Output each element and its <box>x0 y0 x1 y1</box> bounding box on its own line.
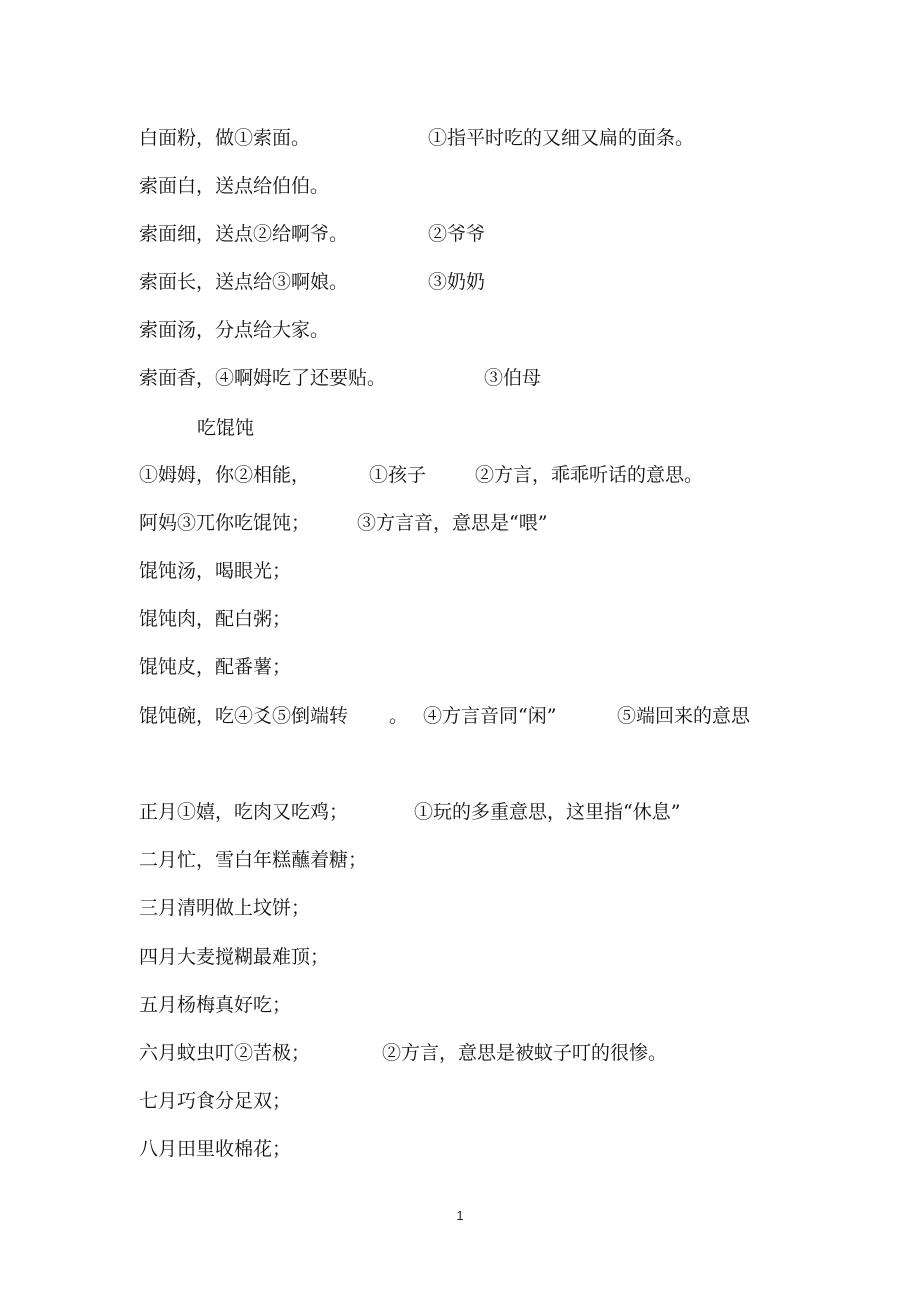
line-text: 四月大麦搅糊最难顶； <box>139 946 330 968</box>
annotation: ①指平时吃的又细又扁的面条。 <box>428 127 695 149</box>
line-text: 二月忙，雪白年糕蘸着糖； <box>139 849 368 871</box>
annotation: ①孩子 <box>369 464 427 486</box>
section-title-text: 吃馄饨 <box>197 417 255 439</box>
page-number: 1 <box>456 1208 464 1223</box>
annotation: ②爷爷 <box>428 223 486 245</box>
annotation: 。 <box>389 705 409 727</box>
line-text: 七月巧食分足双； <box>139 1090 292 1112</box>
line-text: 阿妈③兀你吃馄饨； <box>139 512 311 534</box>
line-text: 索面汤，分点给大家。 <box>139 319 330 341</box>
line-text: ①姆姆，你②相能， <box>139 464 311 486</box>
line-text: 索面白，送点给伯伯。 <box>139 175 330 197</box>
line-text: 馄饨汤，喝眼光； <box>139 560 292 582</box>
line-text: 五月杨梅真好吃； <box>139 994 292 1016</box>
annotation: ⑤端回来的意思 <box>617 705 751 727</box>
line-text: 正月①嬉，吃肉又吃鸡； <box>139 801 349 823</box>
line-text: 索面细，送点②给啊爷。 <box>139 223 349 245</box>
annotation: ②方言，意思是被蚊子叮的很惨。 <box>382 1042 668 1064</box>
annotation: ②方言，乖乖听话的意思。 <box>475 464 704 486</box>
annotation: ④方言音同“闲” <box>423 705 557 727</box>
line-text: 三月清明做上坟饼； <box>139 897 311 919</box>
annotation: ③方言音，意思是“喂” <box>357 512 548 534</box>
annotation: ③奶奶 <box>428 271 486 293</box>
line-text: 索面香，④啊姆吃了还要贴。 <box>139 367 387 389</box>
annotation: ③伯母 <box>484 367 542 389</box>
annotation: ①玩的多重意思，这里指“休息” <box>414 801 681 823</box>
line-text: 馄饨皮，配番薯； <box>139 656 292 678</box>
line-text: 六月蚊虫叮②苦极； <box>139 1042 311 1064</box>
line-text: 八月田里收棉花； <box>139 1138 292 1160</box>
line-text: 白面粉，做①索面。 <box>139 127 311 149</box>
line-text: 馄饨碗，吃④爻⑤倒端转 <box>139 705 349 727</box>
line-text: 馄饨肉，配白粥； <box>139 608 292 630</box>
line-text: 索面长，送点给③啊娘。 <box>139 271 349 293</box>
